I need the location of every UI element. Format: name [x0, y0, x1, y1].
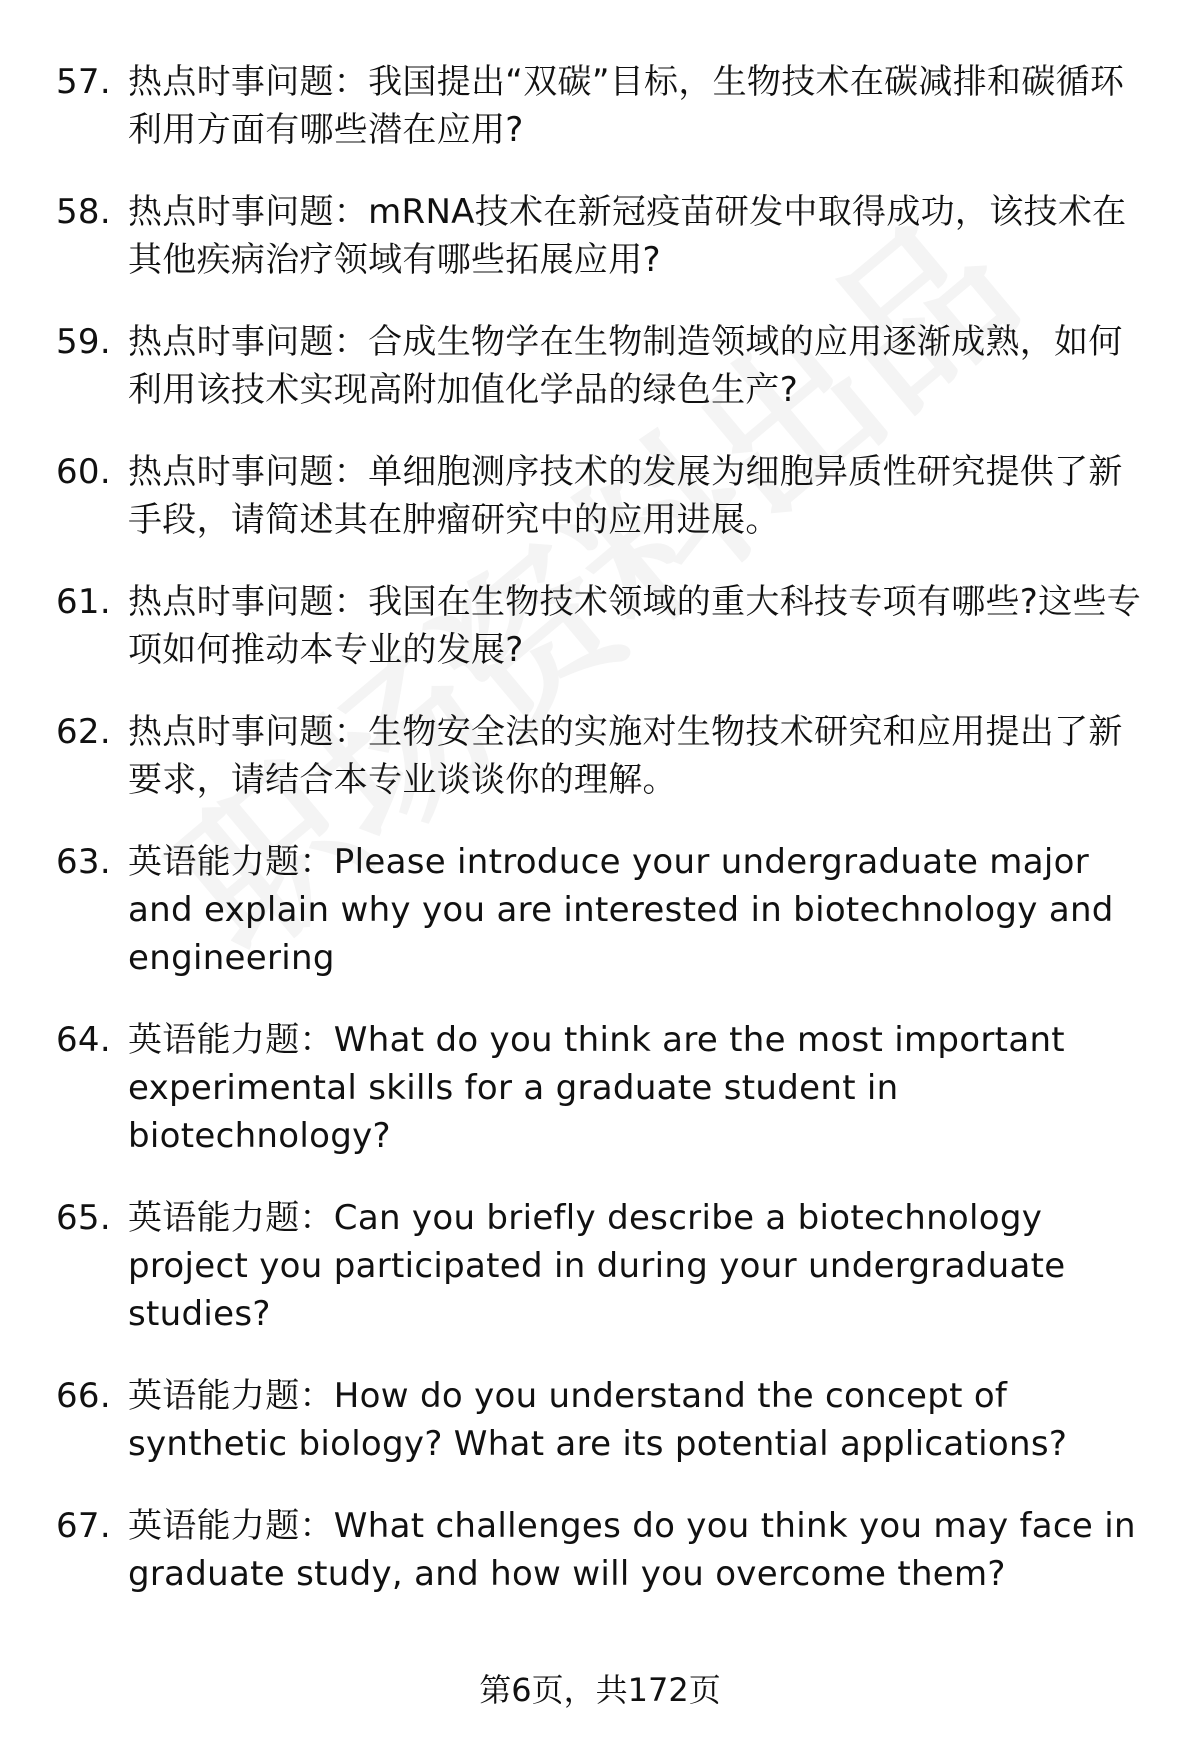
question-text: 热点时事问题：合成生物学在生物制造领域的应用逐渐成熟，如何利用该技术实现高附加值化学品的绿色生产? [128, 322, 1123, 410]
list-item [56, 708, 1156, 804]
question-number: 59. [56, 322, 111, 362]
question-number: 64. [56, 1020, 111, 1060]
question-text: 英语能力题：What do you think are the most important experimental skills for a graduate student in biotechnology? [128, 1020, 1065, 1156]
question-text: 英语能力题：How do you understand the concept of synthetic biology? What are its potential applications? [128, 1376, 1068, 1464]
question-number: 67. [56, 1506, 111, 1546]
question-number: 66. [56, 1376, 111, 1416]
question-text: 英语能力题：Can you briefly describe a biotechnology project you participated in during your undergraduate studies? [128, 1198, 1066, 1334]
list-item [56, 58, 1156, 154]
question-number: 65. [56, 1198, 111, 1238]
question-number: 58. [56, 192, 111, 232]
list-item [56, 1372, 1156, 1468]
list-item [56, 448, 1156, 544]
list-item [56, 318, 1156, 414]
question-number: 63. [56, 842, 111, 882]
question-number: 61. [56, 582, 111, 622]
question-text: 英语能力题：What challenges do you think you may face in graduate study, and how will you overcome them? [128, 1506, 1136, 1594]
question-text: 热点时事问题：我国提出“双碳”目标，生物技术在碳减排和碳循环利用方面有哪些潜在应用? [128, 62, 1125, 150]
list-item [56, 1502, 1156, 1598]
question-number: 62. [56, 712, 111, 752]
list-item [56, 838, 1156, 982]
question-number: 60. [56, 452, 111, 492]
question-text: 英语能力题：Please introduce your undergraduate major and explain why you are interested in biotechnology and engineering [128, 842, 1114, 978]
list-item [56, 1016, 1156, 1160]
question-text: 热点时事问题：mRNA技术在新冠疫苗研发中取得成功，该技术在其他疾病治疗领域有哪些拓展应用? [128, 192, 1127, 280]
question-number: 57. [56, 62, 111, 102]
list-item [56, 188, 1156, 284]
list-item [56, 1194, 1156, 1338]
question-text: 热点时事问题：我国在生物技术领域的重大科技专项有哪些?这些专项如何推动本专业的发展? [128, 582, 1142, 670]
question-text: 热点时事问题：单细胞测序技术的发展为细胞异质性研究提供了新手段，请简述其在肿瘤研究中的应用进展。 [128, 452, 1123, 540]
question-list [56, 58, 1156, 1632]
list-item [56, 578, 1156, 674]
page-footer: 第6页，共172页 [479, 1671, 721, 1709]
question-text: 热点时事问题：生物安全法的实施对生物技术研究和应用提出了新要求，请结合本专业谈谈你的理解。 [128, 712, 1123, 800]
